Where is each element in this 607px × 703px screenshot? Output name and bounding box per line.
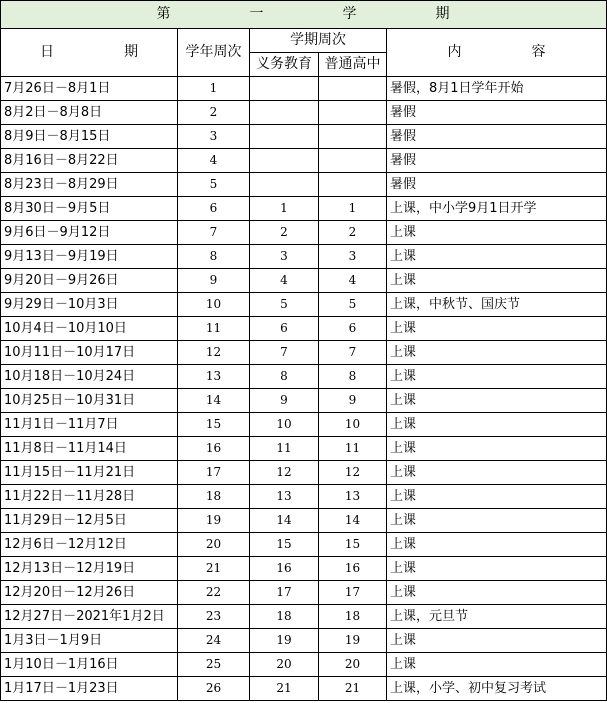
table-row [1,341,607,365]
school-week-cell: 21 [178,557,250,581]
compulsory-week-cell: 3 [250,245,319,269]
table-row [1,245,607,269]
school-week-cell: 22 [178,581,250,605]
high-school-week-cell: 4 [319,269,387,293]
date-cell: 11月8日－11月14日 [1,437,178,461]
table-row [1,389,607,413]
compulsory-week-cell: 19 [250,629,319,653]
table-row [1,293,607,317]
compulsory-week-cell: 18 [250,605,319,629]
date-cell: 9月29日－10月3日 [1,293,178,317]
high-school-week-cell: 1 [319,197,387,221]
high-school-week-cell: 17 [319,581,387,605]
compulsory-week-cell: 17 [250,581,319,605]
date-cell: 12月27日－2021年1月2日 [1,605,178,629]
table-row [1,197,607,221]
school-week-cell: 3 [178,125,250,149]
date-cell: 9月13日－9月19日 [1,245,178,269]
content-cell: 上课 [387,221,607,245]
table-row [1,437,607,461]
table-row [1,365,607,389]
compulsory-week-cell: 14 [250,509,319,533]
table-row [1,125,607,149]
content-cell: 上课 [387,413,607,437]
date-cell: 8月2日－8月8日 [1,101,178,125]
title-char: 学 [342,6,358,22]
school-week-header: 学年周次 [178,29,250,77]
content-cell: 上课 [387,437,607,461]
table-row [1,461,607,485]
content-cell: 上课 [387,653,607,677]
school-week-cell: 7 [178,221,250,245]
school-week-cell: 24 [178,629,250,653]
header-row-1 [1,29,607,53]
school-week-cell: 18 [178,485,250,509]
high-school-week-cell [319,173,387,197]
content-cell: 上课，中秋节、国庆节 [387,293,607,317]
date-header [1,29,178,77]
table-row [1,173,607,197]
date-cell: 11月22日－11月28日 [1,485,178,509]
school-week-cell: 14 [178,389,250,413]
compulsory-week-cell: 4 [250,269,319,293]
high-school-week-cell: 3 [319,245,387,269]
table-row [1,77,607,101]
table-row [1,413,607,437]
content-cell: 暑假 [387,125,607,149]
table-row [1,269,607,293]
school-week-cell: 2 [178,101,250,125]
compulsory-week-cell [250,125,319,149]
compulsory-week-cell [250,173,319,197]
school-week-cell: 6 [178,197,250,221]
table-row [1,653,607,677]
date-cell: 1月3日－1月9日 [1,629,178,653]
content-cell: 上课 [387,509,607,533]
table-row [1,317,607,341]
compulsory-header: 义务教育 [250,53,319,77]
title-char: 第 [156,6,172,22]
compulsory-week-cell [250,101,319,125]
content-cell: 上课 [387,461,607,485]
table-row [1,629,607,653]
school-week-cell: 26 [178,677,250,701]
title-char: 期 [435,6,451,22]
high-school-week-cell: 6 [319,317,387,341]
content-cell: 上课 [387,317,607,341]
date-cell: 11月15日－11月21日 [1,461,178,485]
content-cell: 上课 [387,629,607,653]
compulsory-week-cell: 8 [250,365,319,389]
school-week-cell: 23 [178,605,250,629]
date-header-char: 期 [124,44,138,60]
compulsory-week-cell: 5 [250,293,319,317]
school-week-cell: 17 [178,461,250,485]
date-cell: 10月18日－10月24日 [1,365,178,389]
date-cell: 9月6日－9月12日 [1,221,178,245]
content-cell: 上课 [387,245,607,269]
content-cell: 上课 [387,533,607,557]
content-cell: 上课 [387,389,607,413]
compulsory-week-cell: 16 [250,557,319,581]
date-cell: 12月6日－12月12日 [1,533,178,557]
content-cell: 上课 [387,581,607,605]
content-cell: 上课，小学、初中复习考试 [387,677,607,701]
date-cell: 12月13日－12月19日 [1,557,178,581]
date-cell: 8月9日－8月15日 [1,125,178,149]
compulsory-week-cell [250,77,319,101]
semester-week-header: 学期周次 [250,29,387,53]
high-school-week-cell [319,77,387,101]
compulsory-week-cell: 6 [250,317,319,341]
date-cell: 8月16日－8月22日 [1,149,178,173]
content-header-char: 内 [447,44,462,60]
compulsory-week-cell: 2 [250,221,319,245]
high-school-week-cell [319,101,387,125]
high-school-week-cell: 21 [319,677,387,701]
high-school-week-cell: 7 [319,341,387,365]
compulsory-week-cell: 7 [250,341,319,365]
compulsory-week-cell [250,149,319,173]
compulsory-week-cell: 9 [250,389,319,413]
school-week-cell: 19 [178,509,250,533]
high-school-week-cell: 11 [319,437,387,461]
date-cell: 8月23日－8月29日 [1,173,178,197]
school-week-cell: 25 [178,653,250,677]
high-school-week-cell: 12 [319,461,387,485]
title-char: 一 [249,6,265,22]
school-week-cell: 11 [178,317,250,341]
date-cell: 11月1日－11月7日 [1,413,178,437]
content-cell: 暑假，8月1日学年开始 [387,77,607,101]
school-week-cell: 13 [178,365,250,389]
content-cell: 上课 [387,341,607,365]
date-cell: 11月29日－12月5日 [1,509,178,533]
date-cell: 10月11日－10月17日 [1,341,178,365]
content-cell: 暑假 [387,173,607,197]
compulsory-week-cell: 13 [250,485,319,509]
table-body [1,77,607,701]
table-row [1,677,607,701]
date-cell: 1月17日－1月23日 [1,677,178,701]
high-school-week-cell: 2 [319,221,387,245]
content-cell: 上课 [387,485,607,509]
content-cell: 暑假 [387,149,607,173]
table-row [1,485,607,509]
table-row [1,149,607,173]
table-row [1,509,607,533]
table-row [1,605,607,629]
content-cell: 上课，中小学9月1日开学 [387,197,607,221]
table-row [1,221,607,245]
school-week-cell: 1 [178,77,250,101]
high-school-week-cell [319,149,387,173]
table-row [1,557,607,581]
school-week-cell: 5 [178,173,250,197]
high-school-week-cell: 8 [319,365,387,389]
date-cell: 1月10日－1月16日 [1,653,178,677]
date-cell: 12月20日－12月26日 [1,581,178,605]
content-cell: 上课，元旦节 [387,605,607,629]
content-header-char: 容 [531,44,546,60]
content-cell: 暑假 [387,101,607,125]
high-school-week-cell [319,125,387,149]
compulsory-week-cell: 15 [250,533,319,557]
date-cell: 10月4日－10月10日 [1,317,178,341]
compulsory-week-cell: 20 [250,653,319,677]
high-school-week-cell: 14 [319,509,387,533]
school-week-cell: 8 [178,245,250,269]
date-cell: 9月20日－9月26日 [1,269,178,293]
content-cell: 上课 [387,269,607,293]
school-week-cell: 15 [178,413,250,437]
high-school-week-cell: 10 [319,413,387,437]
table-row [1,533,607,557]
title-row [1,1,607,29]
school-week-cell: 20 [178,533,250,557]
compulsory-week-cell: 11 [250,437,319,461]
compulsory-week-cell: 21 [250,677,319,701]
high-school-week-cell: 16 [319,557,387,581]
date-cell: 7月26日－8月1日 [1,77,178,101]
school-week-cell: 10 [178,293,250,317]
date-cell: 10月25日－10月31日 [1,389,178,413]
high-school-week-cell: 19 [319,629,387,653]
table-row [1,101,607,125]
date-cell: 8月30日－9月5日 [1,197,178,221]
high-school-week-cell: 9 [319,389,387,413]
content-cell: 上课 [387,557,607,581]
school-week-cell: 9 [178,269,250,293]
school-week-cell: 12 [178,341,250,365]
semester-title [1,1,607,29]
compulsory-week-cell: 12 [250,461,319,485]
content-cell: 上课 [387,365,607,389]
date-header-char: 日 [40,44,54,60]
high-school-week-cell: 15 [319,533,387,557]
content-header [387,29,607,77]
school-week-cell: 4 [178,149,250,173]
school-week-cell: 16 [178,437,250,461]
high-school-week-cell: 18 [319,605,387,629]
high-school-week-cell: 13 [319,485,387,509]
compulsory-week-cell: 1 [250,197,319,221]
high-school-week-cell: 20 [319,653,387,677]
high-school-header: 普通高中 [319,53,387,77]
compulsory-week-cell: 10 [250,413,319,437]
table-row [1,581,607,605]
high-school-week-cell: 5 [319,293,387,317]
